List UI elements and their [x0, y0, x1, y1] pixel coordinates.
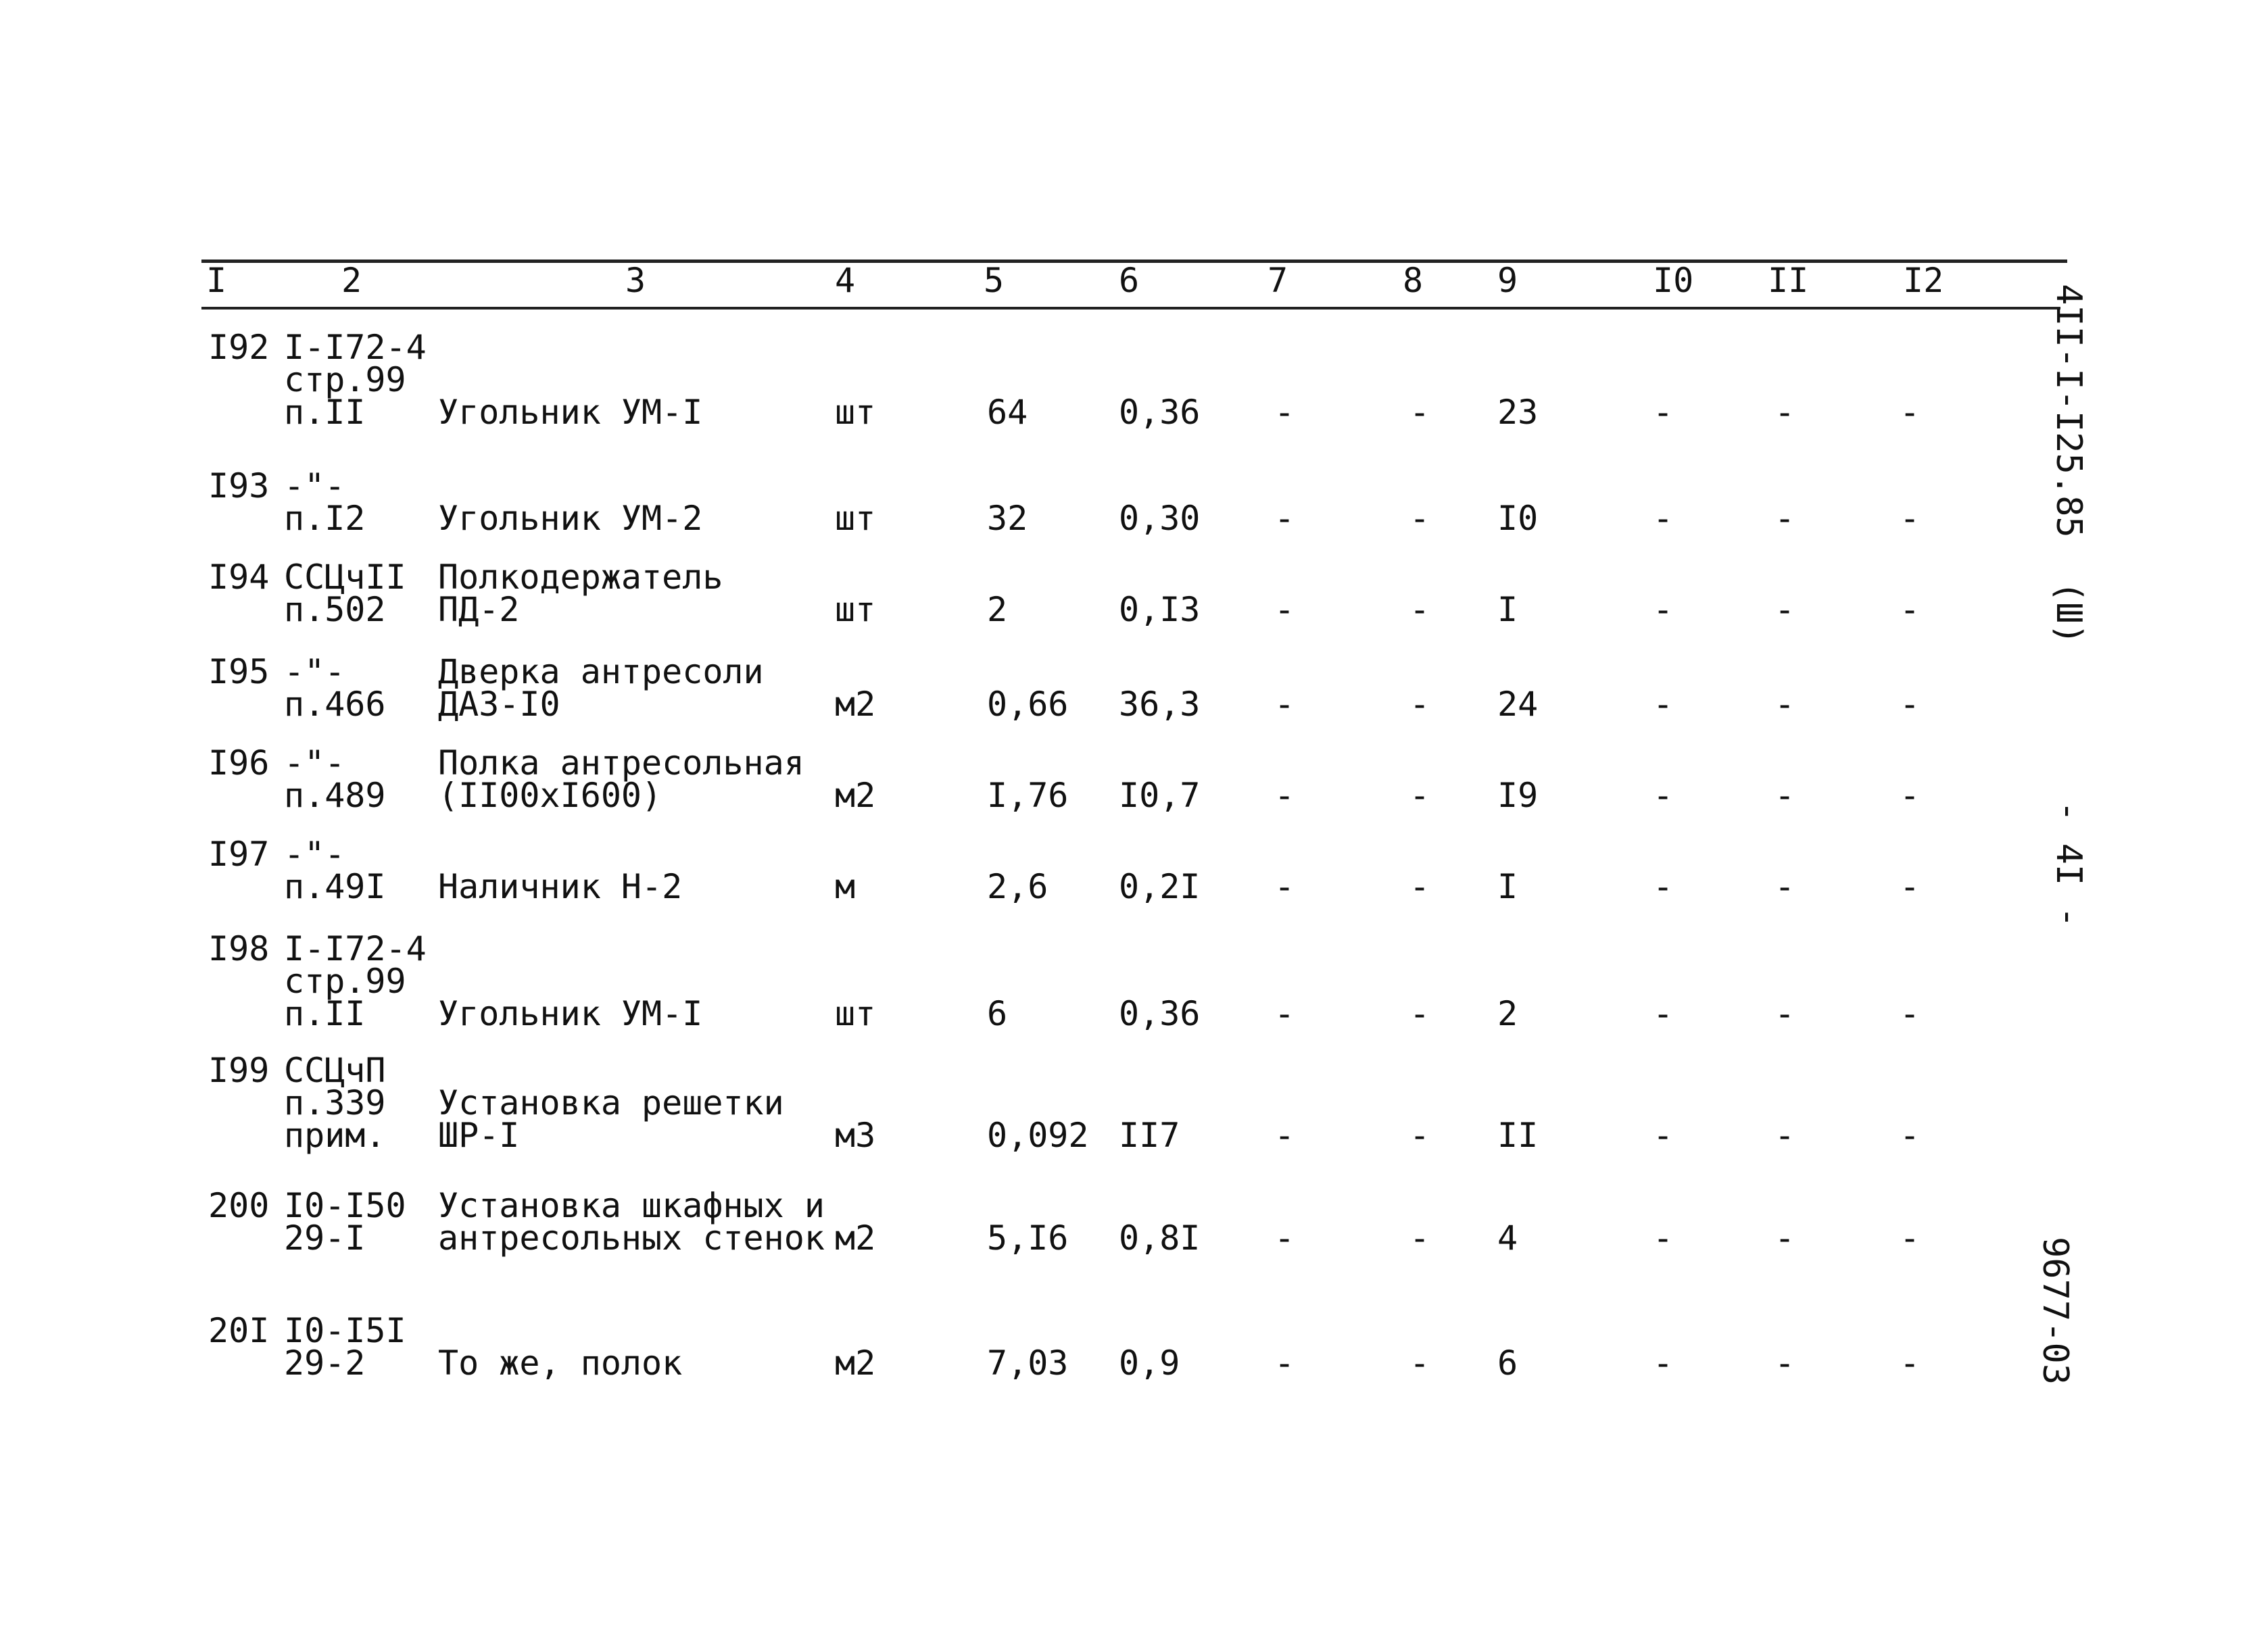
column-header-10: I0: [1653, 261, 1694, 300]
row-item-name-line: (II00xI600): [438, 776, 662, 815]
row-col-7: -: [1274, 499, 1295, 538]
row-reference-line: стр.99: [284, 360, 406, 399]
row-col-8: -: [1409, 685, 1430, 724]
row-col-5: 6: [987, 994, 1008, 1033]
row-col-7: -: [1274, 776, 1295, 815]
column-header-4: 4: [835, 261, 856, 300]
row-col-12: -: [1900, 499, 1921, 538]
row-col-9: I: [1497, 590, 1518, 629]
row-number: I99: [208, 1051, 270, 1090]
row-item-name-line: ДАЗ-I0: [438, 685, 560, 724]
row-reference-line: п.II: [284, 393, 366, 432]
row-reference: [284, 466, 366, 538]
row-item-name-line: Полка антресольная: [438, 743, 804, 783]
inventory-number: 9677-03: [2035, 1237, 2075, 1385]
row-reference-line: 29-I: [284, 1218, 366, 1258]
row-col-6: 36,3: [1119, 685, 1201, 724]
row-item-name: [438, 558, 723, 629]
row-reference: [284, 1311, 406, 1383]
row-col-5: I,76: [987, 776, 1069, 815]
row-col-5: 32: [987, 499, 1028, 538]
row-col-7: -: [1274, 1343, 1295, 1383]
page-number: - 4I -: [2048, 801, 2089, 928]
row-reference-line: ССЦчII: [284, 558, 406, 597]
row-col-12: -: [1900, 1116, 1921, 1155]
row-col-6: 0,36: [1119, 393, 1201, 432]
document-code: 4II-I-I25.85: [2048, 284, 2089, 538]
row-reference-line: п.I2: [284, 499, 366, 538]
row-reference: [284, 1186, 406, 1258]
row-item-name: [438, 652, 764, 724]
row-col-8: -: [1409, 1116, 1430, 1155]
row-col-10: -: [1653, 590, 1674, 629]
row-unit: шт: [835, 590, 876, 629]
header-rule: [201, 307, 2060, 310]
row-reference-line: I-I72-4: [284, 328, 427, 367]
row-col-9: 4: [1497, 1218, 1518, 1258]
row-col-5: 2: [987, 590, 1008, 629]
album-number: (Ш): [2048, 581, 2089, 645]
row-reference-line: -"-: [284, 466, 345, 505]
row-unit: шт: [835, 994, 876, 1033]
row-col-5: 64: [987, 393, 1028, 432]
row-unit: м2: [835, 1218, 876, 1258]
row-unit: шт: [835, 393, 876, 432]
row-col-6: 0,30: [1119, 499, 1201, 538]
row-col-12: -: [1900, 590, 1921, 629]
row-item-name-line: ПД-2: [438, 590, 520, 629]
row-col-12: -: [1900, 776, 1921, 815]
row-col-9: II: [1497, 1116, 1539, 1155]
row-col-10: -: [1653, 685, 1674, 724]
row-item-name-line: Угольник УМ-I: [438, 994, 703, 1033]
row-number: 200: [208, 1186, 270, 1225]
row-col-10: -: [1653, 393, 1674, 432]
row-col-7: -: [1274, 590, 1295, 629]
row-col-11: -: [1775, 1343, 1795, 1383]
row-col-8: -: [1409, 393, 1430, 432]
row-col-7: -: [1274, 867, 1295, 906]
row-col-12: -: [1900, 994, 1921, 1033]
row-number: I94: [208, 558, 270, 597]
row-reference-line: п.502: [284, 590, 386, 629]
row-number: I97: [208, 835, 270, 874]
row-reference: [284, 328, 427, 432]
row-item-name: [438, 867, 683, 906]
row-item-name-line: Угольник УМ-2: [438, 499, 703, 538]
row-item-name: [438, 1083, 784, 1155]
row-reference-line: п.II: [284, 994, 366, 1033]
row-col-9: 23: [1497, 393, 1539, 432]
row-reference-line: -"-: [284, 835, 345, 874]
row-col-11: -: [1775, 867, 1795, 906]
row-number: I93: [208, 466, 270, 505]
row-col-10: -: [1653, 1343, 1674, 1383]
row-col-5: 2,6: [987, 867, 1048, 906]
row-col-8: -: [1409, 1343, 1430, 1383]
row-reference-line: 29-2: [284, 1343, 366, 1383]
row-item-name-line: То же, полок: [438, 1343, 683, 1383]
row-col-8: -: [1409, 776, 1430, 815]
row-col-5: 5,I6: [987, 1218, 1069, 1258]
row-col-5: 0,092: [987, 1116, 1089, 1155]
row-col-6: 0,8I: [1119, 1218, 1201, 1258]
row-item-name-line: ШР-I: [438, 1116, 520, 1155]
row-item-name: [438, 499, 703, 538]
row-reference-line: п.489: [284, 776, 386, 815]
row-reference-line: п.49I: [284, 867, 386, 906]
row-col-10: -: [1653, 867, 1674, 906]
row-item-name-line: Установка решетки: [438, 1083, 784, 1123]
row-reference-line: -"-: [284, 743, 345, 783]
row-col-10: -: [1653, 1116, 1674, 1155]
row-col-12: -: [1900, 867, 1921, 906]
row-reference: [284, 929, 427, 1033]
row-item-name-line: Угольник УМ-I: [438, 393, 703, 432]
row-col-10: -: [1653, 776, 1674, 815]
column-header-3: 3: [625, 261, 646, 300]
row-item-name: [438, 743, 804, 815]
row-col-6: I0,7: [1119, 776, 1201, 815]
row-col-7: -: [1274, 994, 1295, 1033]
column-header-7: 7: [1268, 261, 1288, 300]
row-col-11: -: [1775, 1218, 1795, 1258]
row-unit: м2: [835, 685, 876, 724]
row-col-6: II7: [1119, 1116, 1180, 1155]
row-unit: м2: [835, 1343, 876, 1383]
column-header-8: 8: [1403, 261, 1424, 300]
row-item-name-line: антресольных стенок: [438, 1218, 825, 1258]
row-reference-line: п.466: [284, 685, 386, 724]
row-col-12: -: [1900, 1343, 1921, 1383]
row-col-5: 0,66: [987, 685, 1069, 724]
row-col-9: I0: [1497, 499, 1539, 538]
row-reference: [284, 558, 406, 629]
row-col-9: I: [1497, 867, 1518, 906]
row-col-9: 6: [1497, 1343, 1518, 1383]
row-col-12: -: [1900, 685, 1921, 724]
row-col-5: 7,03: [987, 1343, 1069, 1383]
row-number: I92: [208, 328, 270, 367]
row-col-9: I9: [1497, 776, 1539, 815]
row-col-10: -: [1653, 994, 1674, 1033]
row-item-name-line: Дверка антресоли: [438, 652, 764, 691]
row-col-8: -: [1409, 867, 1430, 906]
column-header-6: 6: [1119, 261, 1140, 300]
row-unit: м2: [835, 776, 876, 815]
column-header-5: 5: [984, 261, 1005, 300]
row-reference-line: I-I72-4: [284, 929, 427, 968]
row-col-11: -: [1775, 776, 1795, 815]
column-header-2: 2: [341, 261, 362, 300]
column-header-9: 9: [1497, 261, 1518, 300]
row-col-11: -: [1775, 1116, 1795, 1155]
row-reference-line: п.339: [284, 1083, 386, 1123]
row-col-7: -: [1274, 393, 1295, 432]
row-col-12: -: [1900, 1218, 1921, 1258]
row-col-8: -: [1409, 1218, 1430, 1258]
row-reference: [284, 835, 386, 906]
row-reference-line: стр.99: [284, 962, 406, 1001]
row-col-7: -: [1274, 1218, 1295, 1258]
row-col-11: -: [1775, 994, 1795, 1033]
row-reference: [284, 652, 386, 724]
row-col-9: 2: [1497, 994, 1518, 1033]
row-col-6: 0,36: [1119, 994, 1201, 1033]
row-col-8: -: [1409, 994, 1430, 1033]
row-number: 20I: [208, 1311, 270, 1350]
row-reference: [284, 743, 386, 815]
row-number: I96: [208, 743, 270, 783]
row-col-10: -: [1653, 1218, 1674, 1258]
row-col-6: 0,I3: [1119, 590, 1201, 629]
row-reference-line: I0-I50: [284, 1186, 406, 1225]
row-col-9: 24: [1497, 685, 1539, 724]
row-col-6: 0,2I: [1119, 867, 1201, 906]
row-col-8: -: [1409, 590, 1430, 629]
row-item-name-line: Полкодержатель: [438, 558, 723, 597]
column-header-1: I: [206, 261, 227, 300]
row-unit: м: [835, 867, 856, 906]
row-col-10: -: [1653, 499, 1674, 538]
row-col-8: -: [1409, 499, 1430, 538]
column-header-11: II: [1768, 261, 1809, 300]
column-header-12: I2: [1903, 261, 1944, 300]
row-unit: шт: [835, 499, 876, 538]
row-reference: [284, 1051, 386, 1155]
row-col-7: -: [1274, 1116, 1295, 1155]
row-col-11: -: [1775, 499, 1795, 538]
row-col-11: -: [1775, 590, 1795, 629]
row-item-name: [438, 1186, 825, 1258]
row-unit: м3: [835, 1116, 876, 1155]
row-item-name: [438, 1343, 683, 1383]
row-reference-line: I0-I5I: [284, 1311, 406, 1350]
row-item-name: [438, 393, 703, 432]
row-col-12: -: [1900, 393, 1921, 432]
row-item-name-line: Наличник Н-2: [438, 867, 683, 906]
row-reference-line: прим.: [284, 1116, 386, 1155]
row-col-11: -: [1775, 685, 1795, 724]
row-number: I98: [208, 929, 270, 968]
row-number: I95: [208, 652, 270, 691]
row-col-7: -: [1274, 685, 1295, 724]
row-reference-line: -"-: [284, 652, 345, 691]
row-col-6: 0,9: [1119, 1343, 1180, 1383]
row-col-11: -: [1775, 393, 1795, 432]
row-item-name-line: Установка шкафных и: [438, 1186, 825, 1225]
row-reference-line: ССЦчП: [284, 1051, 386, 1090]
row-item-name: [438, 994, 703, 1033]
